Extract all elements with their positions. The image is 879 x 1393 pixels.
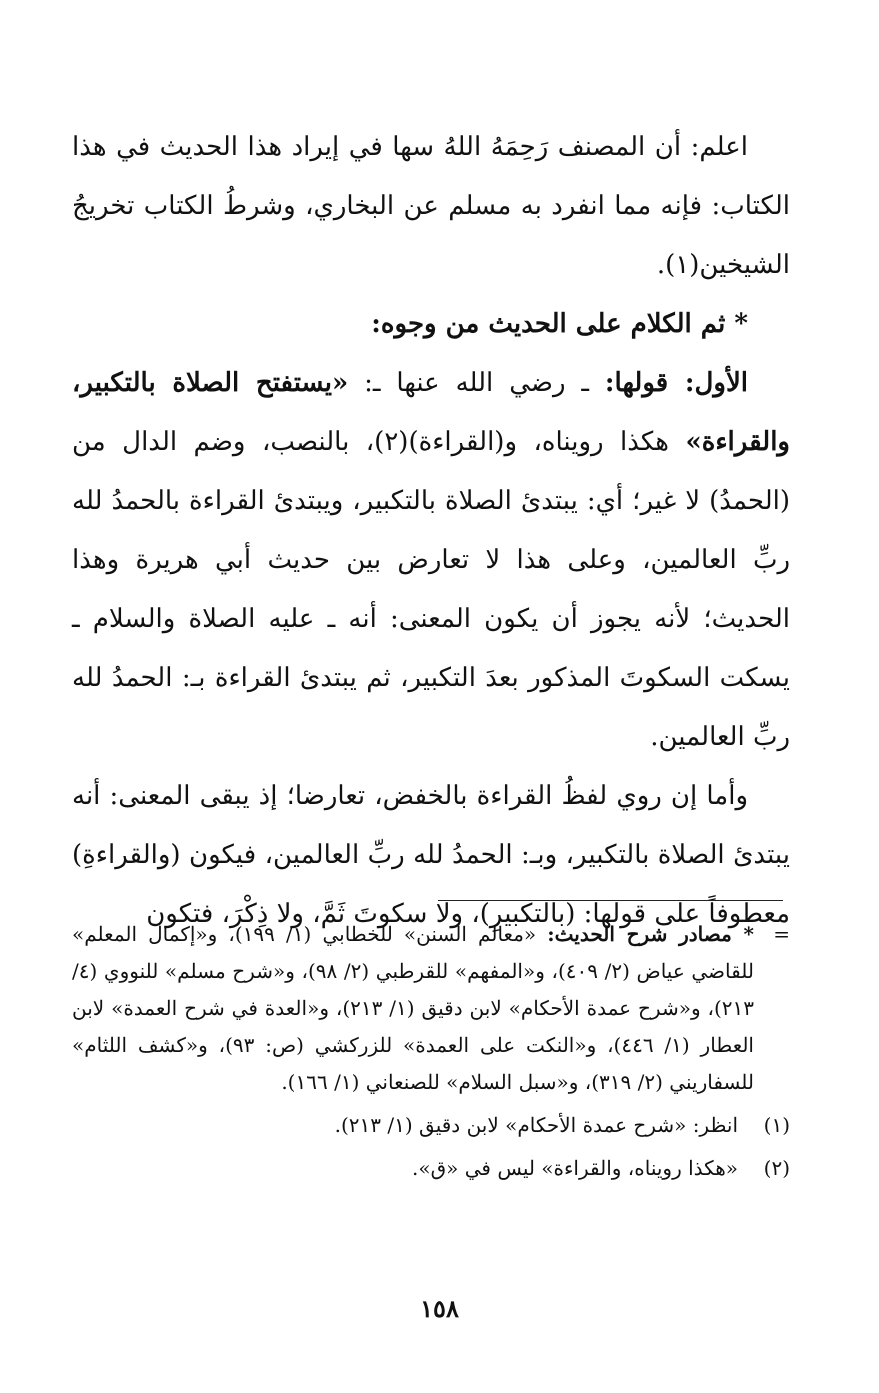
continuation-body — [72, 916, 754, 1101]
paragraph-alternative-reading: وأما إن روي لفظُ القراءة بالخفض، تعارضا؛ إذ يبقى المعنى: أنه يبتدئ الصلاة بالتكبير، وبـ: الحمدُ لله ربِّ العالمين، فيكون (والقراءةِ) معطوفاً على قولها: (بالتكبيرِ)، ولا سكوتَ ثَمَّ، ولا ذِكْرَ، فتكون — [72, 781, 790, 929]
paragraph-first-aspect — [72, 354, 790, 767]
section-heading: * ثم الكلام على الحديث من وجوه: — [371, 309, 748, 339]
footnote-item — [72, 1107, 790, 1144]
footnote-number: (٢) — [763, 1156, 790, 1180]
first-aspect-label: الأول: قولها: — [604, 368, 748, 398]
footnote-item — [72, 1150, 790, 1187]
sources-list: «معالم السنن» للخطابي (١/ ١٩٩)، و«إكمال المعلم» للقاضي عياض (٢/ ٤٠٩)، و«المفهم» للقرطبي (٢/ ٩٨)، و«شرح مسلم» للنووي (٤/ ٢١٣)، و«شرح عمدة الأحكام» لابن دقيق (١/ ٢١٣)، و«العدة في شرح العمدة» لابن العطار (١/ ٤٤٦)، و«النكت على العمدة» للزركشي (ص: ٩٣)، و«كشف اللثام» للسفاريني (٢/ ٣١٩)، و«سبل السلام» للصنعاني (١/ ١٦٦). — [72, 922, 754, 1094]
honorific-text: ـ رضي الله عنها ـ: — [348, 368, 605, 398]
main-text — [72, 118, 790, 944]
footnote-text: انظر: «شرح عمدة الأحكام» لابن دقيق (١/ ٢١٣). — [334, 1113, 738, 1137]
page-number: ١٥٨ — [420, 1294, 459, 1323]
footnote-text: «هكذا رويناه، والقراءة» ليس في «ق». — [412, 1156, 738, 1180]
footnotes — [72, 916, 790, 1187]
continuation-marker: = — [773, 922, 790, 946]
footnote-continuation — [72, 916, 790, 1101]
hadith-quote: «يستفتح الصلاة بالتكبير، والقراءة» — [72, 368, 790, 457]
first-aspect-text: هكذا رويناه، و(القراءة)(٢)، بالنصب، وضم الدال من (الحمدُ) لا غير؛ أي: يبتدئ الصلاة بالتكبير، ويبتدئ القراءة بالحمدُ لله ربِّ العالمين، وعلى هذا لا تعارض بين حديث أبي هريرة وهذا الحديث؛ لأنه يجوز أن يكون المعنى: أنه ـ عليه الصلاة والسلام ـ يسكت السكوتَ المذكور بعدَ التكبير، ثم يبتدئ القراءة بـ: الحمدُ لله ربِّ العالمين. — [72, 427, 790, 752]
paragraph-intro: اعلم: أن المصنف رَحِمَهُ اللهُ سها في إيراد هذا الحديث في هذا الكتاب: فإنه مما انفرد به مسلم عن البخاري، وشرطُ الكتاب تخريجُ الشيخين(١). — [72, 132, 791, 280]
footnote-divider — [438, 900, 783, 901]
footnote-number: (١) — [763, 1113, 790, 1137]
sources-heading: * مصادر شرح الحديث: — [547, 922, 754, 946]
